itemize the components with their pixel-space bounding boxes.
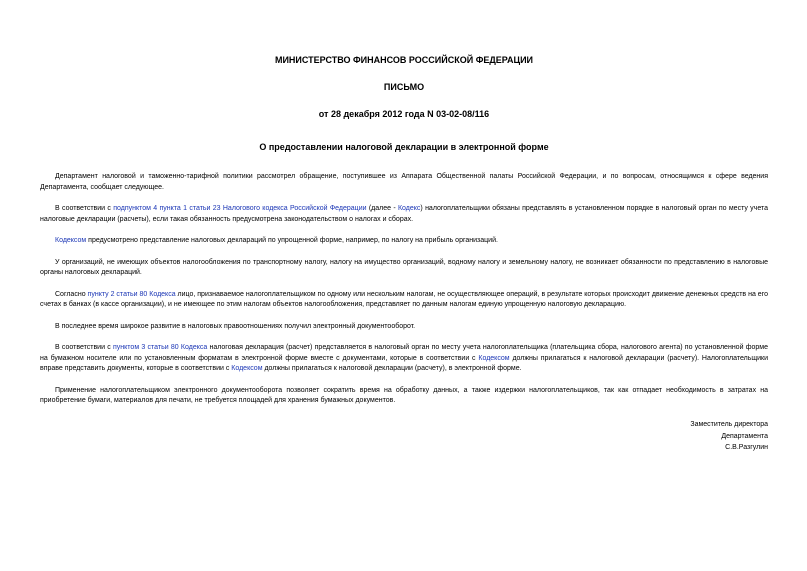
paragraph-text: предусмотрено представление налоговых деклараций по упрощенной форме, например, по налогу на прибыль организаций.: [86, 237, 498, 244]
paragraph-text: должны прилагаться к налоговой декларации (расчету), в электронной форме.: [262, 365, 522, 372]
paragraph-text: ) налогоплательщики обязаны представлять в установленном порядке в налоговый орган по месту учета налоговые декларации (расчеты), если такая обязанность предусмотрена законодательством о налогах и сборах.: [40, 205, 769, 223]
link-code[interactable]: Кодексом: [478, 354, 510, 362]
paragraph-2: [40, 204, 768, 225]
paragraph-text: (далее -: [366, 205, 398, 212]
paragraph-6: [40, 322, 768, 333]
signer-position: Заместитель директора: [690, 421, 768, 428]
paragraph-text: Применение налогоплательщиком электронного документооборота позволяет сократить время на обработку данных, а также издержки налогоплательщиков, так как отпадает необходимость в затратах на приобретение бумаги, материалов для печати, не требуется площадей для хранения бумажных документов.: [40, 386, 768, 404]
paragraph-text: налоговая декларация (расчет) представляется в налоговый орган по месту учета налогоплательщика (плательщика сбора, налогового агента) по установленной форме на бумажном носителе или по установленным форматам в электронной форме вместе с документами, которые в соответствии с: [40, 344, 768, 362]
paragraph-text: В соответствии с: [55, 205, 114, 212]
paragraph-text: В соответствии с: [55, 344, 113, 351]
paragraph-text: должны прилагаться к налоговой декларации (расчету). Налогоплательщики вправе представить документы, которые в соответствии с: [40, 354, 768, 372]
signer-name: С.В.Разгулин: [725, 444, 768, 451]
signature-block: [690, 419, 768, 454]
ministry-heading: МИНИСТЕРСТВО ФИНАНСОВ РОССИЙСКОЙ ФЕДЕРАЦИИ: [274, 55, 534, 65]
paragraph-8: [40, 386, 768, 407]
document-page: [40, 52, 768, 418]
paragraph-7: [40, 343, 768, 375]
paragraph-5: [40, 290, 768, 311]
letter-body: [40, 172, 768, 407]
date-number-heading: от 28 декабря 2012 года N 03-02-08/116: [318, 109, 490, 119]
paragraph-text: В последнее время широкое развитие в налоговых правоотношениях получил электронный документооборот.: [55, 322, 416, 330]
link-tax-code-article-23[interactable]: подпунктом 4 пункта 1 статьи 23 Налогового кодекса Российской Федерации: [113, 205, 367, 212]
subject-heading: О предоставлении налоговой декларации в электронной форме: [259, 142, 549, 152]
paragraph-4: [40, 258, 768, 279]
paragraph-text: Согласно: [55, 290, 88, 298]
link-code[interactable]: Кодексом: [231, 365, 263, 372]
paragraph-text: лицо, признаваемое налогоплательщиком по одному или нескольким налогам, не осуществляющее операций, в результате которых происходит движение денежных средств на его счетах в банках (в кассе организации), и не имеющее по этим налогам объектов налогообложения, представляет по данным налогам единую упрощенную налоговую декларацию.: [40, 290, 768, 308]
link-code[interactable]: Кодекс: [397, 205, 421, 212]
link-article-80-point-2[interactable]: пункту 2 статьи 80 Кодекса: [87, 290, 176, 298]
paragraph-text: У организаций, не имеющих объектов налогообложения по транспортному налогу, налогу на имущество организаций, водному налогу и земельному налогу, не возникает обязанности по представлению в налоговые органы налоговых деклараций.: [40, 258, 768, 276]
paragraph-3: [40, 236, 768, 247]
doc-type-heading: ПИСЬМО: [383, 82, 425, 92]
link-code[interactable]: Кодексом: [55, 237, 87, 244]
paragraph-1: [40, 172, 768, 193]
paragraph-text: Департамент налоговой и таможенно-тарифной политики рассмотрел обращение, поступившее из Аппарата Общественной палаты Российской Федерации, и по вопросам, относящимся к сфере ведения Департамента, сообщает следующее.: [40, 173, 768, 191]
signer-department: Департамента: [721, 432, 768, 440]
link-article-80-point-3[interactable]: пунктом 3 статьи 80 Кодекса: [113, 344, 208, 351]
